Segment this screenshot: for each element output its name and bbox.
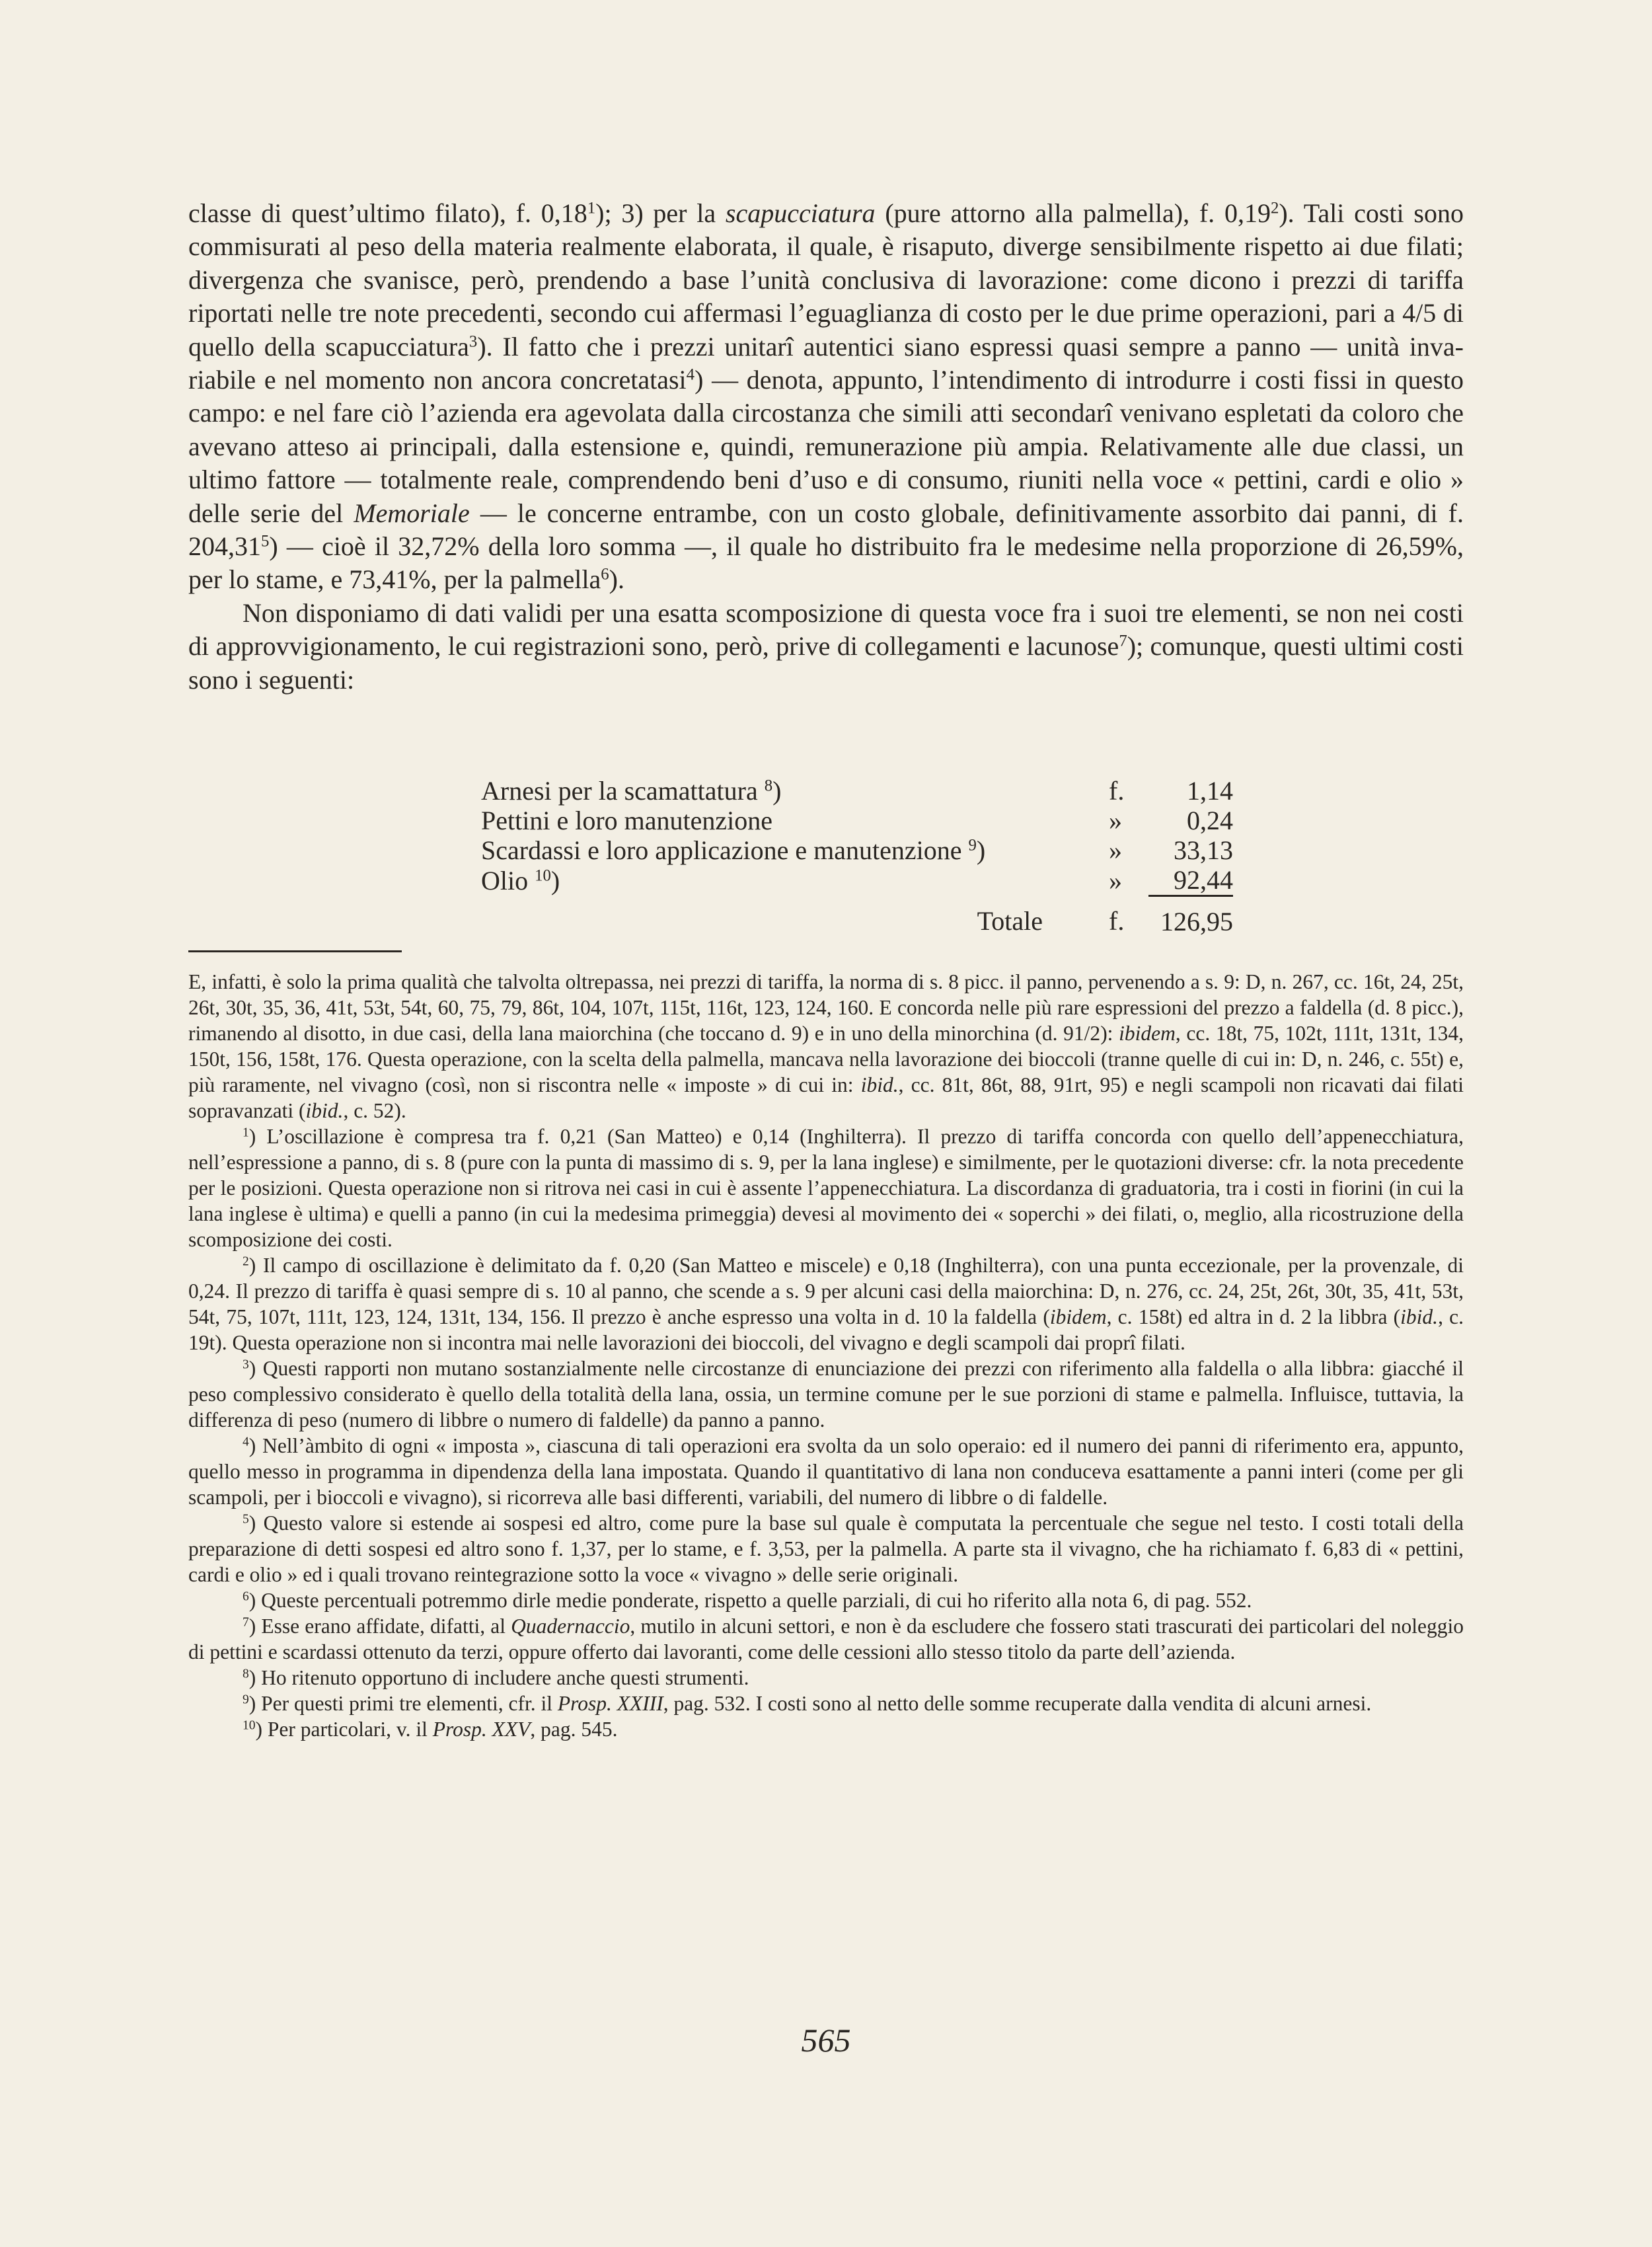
cost-total-row — [481, 896, 1233, 942]
cost-label: Pettini e loro manutenzione — [481, 806, 772, 835]
footnotes — [188, 969, 1464, 1742]
cost-row: Olio $^{10}$) » 92,44 — [481, 864, 1233, 895]
total-label: Totale — [977, 906, 1043, 936]
fraction: 4/5 — [1402, 298, 1437, 328]
cost-value: 33,13 — [1174, 835, 1233, 865]
footnote-ref: 2 — [1270, 199, 1279, 217]
cost-currency: » — [1109, 865, 1122, 895]
footnote-3: $^3$) Questi rapporti non mutano sostanzialmente nelle circostanze di enunciazione dei prezzi con riferimento alla faldella o alla libbra: giacché il peso complessivo considerato è quello della totalità della lana, ossia, un termine comune per le sue porzioni di stame e palmella. Influisce, tuttavia, la differenza di peso (numero di libbre o numero di faldelle) da panno a panno. — [188, 1357, 1464, 1431]
cost-currency: f. — [1109, 776, 1125, 806]
footnote-8: $^8$) Ho ritenuto opportuno di includere anche questi strumenti. — [243, 1666, 749, 1689]
cost-label: Arnesi per la scamattatura — [481, 776, 758, 806]
footnote-ref: 1 — [587, 199, 596, 217]
footnote-9: $^9$) Per questi primi tre elementi, cfr. il Prosp. XXIII, pag. 532. I costi sono al netto delle somme recuperate dalla vendita di alcuni arnesi. — [243, 1692, 1372, 1715]
footnote-ref: 6 — [601, 565, 609, 584]
footnote-4: $^4$) Nell’àmbito di ogni « imposta », ciascuna di tali operazioni era svolta da un solo operaio: ed il numero dei panni di riferimento era, appunto, quello messo in programma in dipendenza della lana impostata. Quando il quantitativo di lana non conduceva esattamente a panni interi (come per gli scampoli, per i bioccoli e vivagno), si ricorreva alle basi differenti, variabili, del numero di libbre o di faldelle. — [188, 1434, 1464, 1509]
cost-value: 1,14 — [1187, 776, 1233, 806]
paragraph-2: Non disponiamo di dati validi per una esatta scomposizione di questa voce fra i suoi tre elementi, se non nei costi di approvvigionamento, le cui registrazioni sono, però, prive di collegamenti e lacunose$^7$); comunque, questi ultimi costi sono i seguenti: — [188, 597, 1464, 695]
cost-value: 0,24 — [1187, 806, 1233, 835]
cost-row — [481, 806, 1233, 835]
fraction: 1/2 — [1073, 1022, 1101, 1045]
footnote-continuation: E, infatti, è solo la prima qualità che talvolta oltrepassa, nei prezzi di tariffa, la norma di s. 8 picc. il panno, pervenendo a s. 9: D, n. 267, cc. 16t, 24, 25t, 26t, 30t, 35, 36, 41t, 53t, 54t, 60, 75, 79, 86t, 104, 107t, 115t, 116t, 123, 124, 160. E concorda nelle più rare espressioni del prezzo a faldella (d. 8 picc.), rimanendo al disotto, in due casi, della lana maiorchina (che toccano d. 9) e in uno della minorchina (d. 91/2): ibidem, cc. 18t, 75, 102t, 111t, 131t, 134, 150t, 156, 158t, 176. Questa operazione, con la scelta della palmella, mancava nella lavorazione dei bioccoli (tranne quelle di cui in: D, n. 246, c. 55t) e, più raramente, nel vivagno (così, non si riscontra nelle « imposte » di cui in: ibid., cc. 81t, 86t, 88, 91rt, 95) e negli scampoli non ricavati dai filati sopravanzati (ibid., c. 52). — [188, 970, 1464, 1122]
footnote-ref: 3 — [469, 332, 478, 350]
total-value: 126,95 — [1160, 907, 1233, 936]
cost-label: Scardassi e loro applicazione e manutenzione — [481, 835, 962, 865]
footnote-6: $^6$) Queste percentuali potremmo dirle medie ponderate, rispetto a quelle parziali, di cui ho riferito alla nota 6, di pag. 552. — [243, 1589, 1252, 1612]
footnote-2: $^2$) Il campo di oscillazione è delimitato da f. 0,20 (San Matteo e miscele) e 0,18 (Inghilterra), con una punta eccezionale, per la provenzale, di 0,24. Il prezzo di tariffa è quasi sempre di s. 10 al panno, che scende a s. 9 per alcuni casi della maiorchina: D, n. 276, cc. 24, 25t, 26t, 30t, 35, 41t, 53t, 54t, 75, 107t, 111t, 123, 124, 131t, 134, 156. Il prezzo è anche espresso una volta in d. 10 la faldella (ibidem, c. 158t) ed altra in d. 2 la libbra (ibid., c. 19t). Questa operazione non si incontra mai nelle lavorazioni dei bioccoli, del vivagno e degli scampoli dai proprî filati. — [188, 1254, 1464, 1354]
cost-row: Scardassi e loro applicazione e manutenzione $^9$) » 33,13 — [481, 835, 1233, 865]
cost-table — [481, 776, 1233, 942]
footnote-ref: 4 — [686, 365, 695, 384]
cost-currency: » — [1109, 806, 1122, 835]
footnote-ref: 7 — [1119, 632, 1127, 650]
footnote-7: $^7$) Esse erano affidate, difatti, al Quadernaccio, mutilo in alcuni settori, e non è da escludere che fossero stati trascurati dei particolari del noleggio di pettini e scardassi ottenuto da terzi, oppure offerto dai lavoranti, come delle cessioni allo stesso titolo da parte dell’azienda. — [188, 1615, 1464, 1663]
footnote-5: $^5$) Questo valore si estende ai sospesi ed altro, come pure la base sul quale è computata la percentuale che segue nel testo. I costi totali della preparazione di detti sospesi ed altro sono f. 1,37, per lo stame, e f. 3,53, per la palmella. A parte sta il vivagno, che ha richiamato f. 6,83 di « pettini, cardi e olio » ed i quali trovano reintegrazione sotto la voce « vivagno » delle serie originali. — [188, 1511, 1464, 1586]
body-text — [188, 197, 1464, 697]
cost-currency: » — [1109, 835, 1122, 865]
footnote-separator — [188, 950, 402, 952]
footnote-ref: 5 — [261, 532, 270, 551]
cost-value: 92,44 — [1148, 865, 1233, 896]
page-number: 565 — [801, 2022, 851, 2059]
paragraph-1: classe di quest’ultimo filato), f. 0,18$^1$); 3) per la scapucciatura (pure attorno alla palmella), f. 0,19$^2$). Tali costi sono commisurati al peso della materia realmente elaborata, il quale, è risaputo, diverge sensibilmente rispetto ai due filati; divergenza che svanisce, però, prendendo a base l’unità conclusiva di lavorazione: come dicono i prezzi di tariffa riportati nelle tre note precedenti, secondo cui affermasi l’eguaglianza di costo per le due prime operazioni, pari a 4/5 di quello della scapucciatura$^3$). Il fatto che i prezzi unitarî autentici siano espressi quasi sempre a panno — unità invariabile e nel momento non ancora concretatasi$^4$) — denota, appunto, l’intendimento di introdurre i costi fissi in questo campo: e nel fare ciò l’azienda era agevolata dalla circostanza che simili atti secondarî venivano espletati da coloro che avevano atteso ai principali, dalla estensione e, quindi, remunerazione più ampia. Relativamente alle due classi, un ultimo fattore — totalmente reale, comprendendo beni d’uso e di consumo, riuniti nella voce « pettini, cardi e olio » delle serie del Memoriale — le concerne entrambe, con un costo globale, definitivamente assorbito dai panni, di f. 204,31$^5$) — cioè il 32,72% della loro somma —, il quale ho distribuito fra le medesime nella proporzione di 26,59%, per lo stame, e 73,41%, per la palmella$^6$). — [188, 198, 1464, 595]
cost-row: Arnesi per la scamattatura $^8$) f. 1,14 — [481, 776, 1233, 806]
total-currency: f. — [1109, 906, 1125, 936]
cost-label: Olio — [481, 865, 529, 895]
footnote-10: $^{10}$) Per particolari, v. il Prosp. XXV, pag. 545. — [243, 1718, 618, 1741]
footnote-1: $^1$) L’oscillazione è compresa tra f. 0,21 (San Matteo) e 0,14 (Inghilterra). Il prezzo di tariffa concorda con quello dell’appenecchiatura, nell’espressione a panno, di s. 8 (pure con la punta di massimo di s. 9, per la lana inglese) e similmente, per le quotazioni diverse: cfr. la nota precedente per le posizioni. Questa operazione non si ritrova nei casi in cui è assente l’appenecchiatura. La discordanza di graduatoria, tra i costi in fiorini (in cui la lana inglese è ultima) e quelli a panno (in cui la medesima primeggia) devesi al movimento dei « soperchi » dei filati, o, meglio, alla ricostruzione della scomposizione dei costi. — [188, 1125, 1464, 1251]
